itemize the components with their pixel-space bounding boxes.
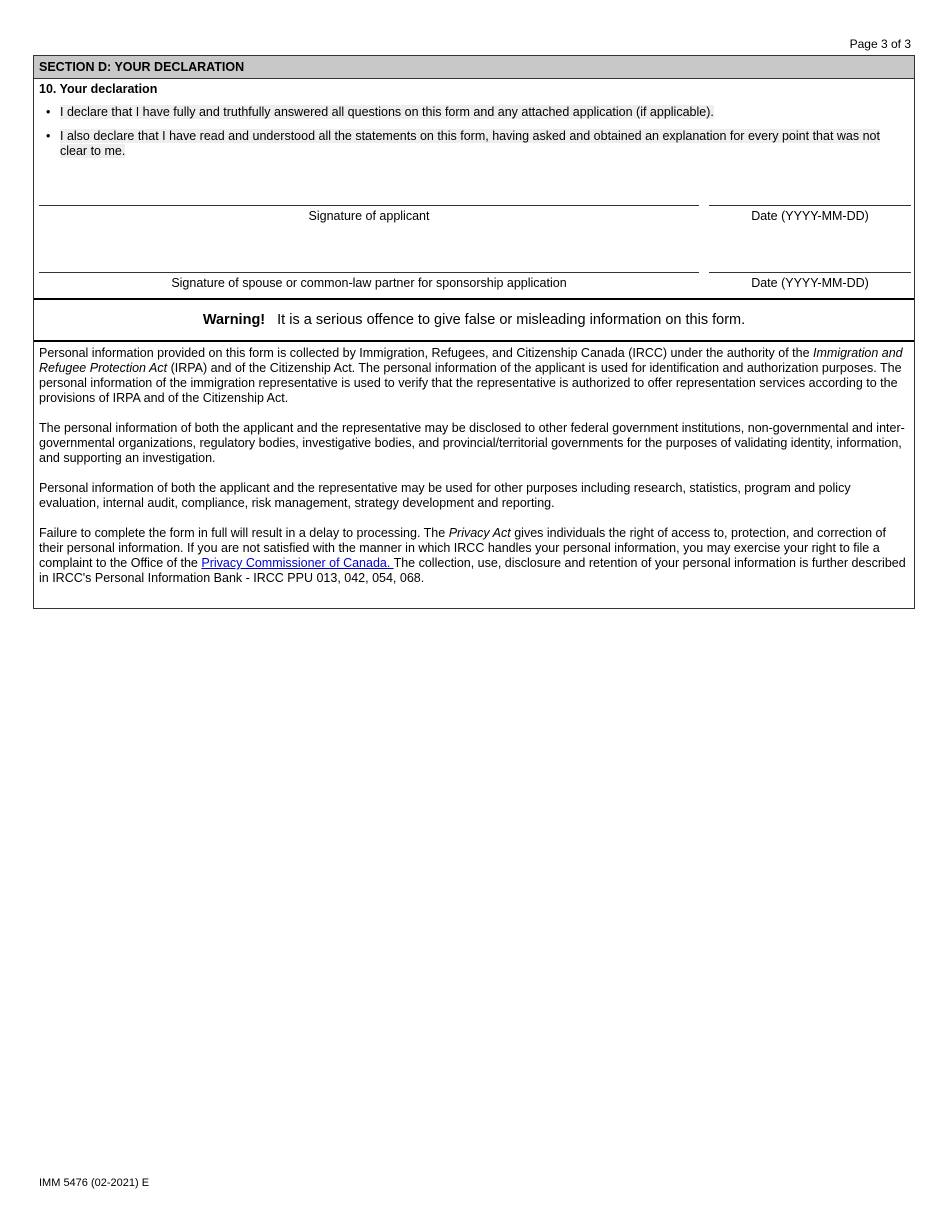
privacy-paragraph: The personal information of both the applicant and the representative may be disclosed to other federal government institutions, non-governmental and inter-governmental organizations, regulatory bodies, investigative bodies, and provincial/territorial governments for the purposes of validating identity, information, and supporting an investigation. — [39, 421, 905, 465]
applicant-date-line[interactable] — [709, 205, 911, 206]
warning-text: It is a serious offence to give false or misleading information on this form. — [277, 312, 746, 328]
privacy-text: Failure to complete the form in full will result in a delay to processing. The — [39, 526, 449, 540]
act-name: Immigration and Refugee Protection Act — [39, 346, 903, 375]
applicant-date-label: Date (YYYY-MM-DD) — [751, 209, 869, 223]
declaration-statement — [46, 129, 908, 159]
applicant-signature-label: Signature of applicant — [308, 209, 430, 223]
bullet-icon: • — [46, 105, 51, 119]
spouse-date-label: Date (YYYY-MM-DD) — [751, 276, 869, 290]
declaration-form-section — [33, 55, 915, 609]
privacy-paragraph: Personal information of both the applicant and the representative may be used for other purposes including research, statistics, program and policy evaluation, internal audit, compliance, risk management, strategy development and reporting. — [39, 481, 851, 510]
spouse-signature-line[interactable] — [39, 272, 699, 273]
question-title: 10. Your declaration — [39, 82, 158, 96]
applicant-signature-line[interactable] — [39, 205, 699, 206]
privacy-text: Personal information provided on this form is collected by Immigration, Refugees, and Citizenship Canada (IRCC) under the authority of the — [39, 346, 813, 360]
warning-label: Warning! — [202, 312, 266, 328]
spouse-signature-label: Signature of spouse or common-law partner for sponsorship application — [171, 276, 567, 290]
privacy-text: (IRPA) and of the Citizenship Act. The personal information of the applicant is used for identification and authorization purposes. The personal information of the immigration representative is used to verify that the representative is authorized to offer representation services according to the provisions of IRPA and of the Citizenship Act. — [39, 361, 902, 405]
page-number: Page 3 of 3 — [849, 37, 911, 51]
privacy-text: gives individuals the right of access to, protection, and correction of their personal information. If you are not satisfied with the manner in which IRCC handles your personal information, you may exercise your right to file a complaint to the Office of the — [39, 526, 886, 570]
declaration-statement — [46, 105, 908, 120]
declaration-text: I also declare that I have read and understood all the statements on this form, having asked and obtained an explanation for every point that was not clear to me. — [60, 129, 880, 158]
bullet-icon: • — [46, 129, 51, 143]
warning-banner — [34, 298, 914, 342]
privacy-paragraph — [39, 346, 911, 406]
privacy-paragraph — [39, 526, 911, 586]
spouse-date-line[interactable] — [709, 272, 911, 273]
privacy-commissioner-link[interactable]: Privacy Commissioner of Canada. — [201, 556, 394, 570]
section-title: SECTION D: YOUR DECLARATION — [34, 56, 914, 79]
declaration-text: I declare that I have fully and truthfully answered all questions on this form and any attached application (if applicable). — [60, 105, 714, 119]
form-code: IMM 5476 (02-2021) E — [39, 1177, 150, 1189]
privacy-text: The collection, use, disclosure and retention of your personal information is further described in IRCC's Personal Information Bank - IRCC PPU 013, 042, 054, 068. — [39, 556, 906, 585]
act-name: Privacy Act — [448, 526, 511, 540]
privacy-notice — [39, 346, 911, 601]
